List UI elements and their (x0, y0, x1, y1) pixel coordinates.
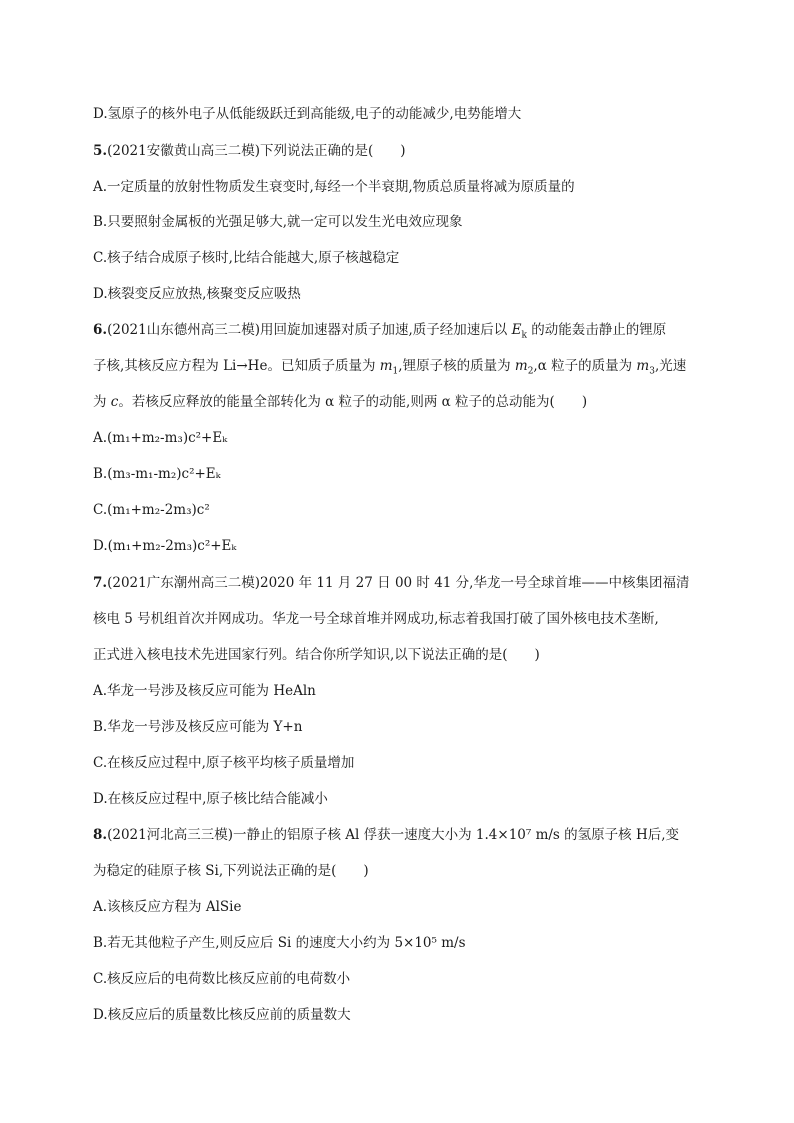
q8-stem-line2: 为稳定的硅原子核 Si,下列说法正确的是( ) (93, 863, 369, 879)
q6-stem-line1 (93, 320, 666, 346)
q6-stem-text: 子核,其核反应方程为 Li→He。已知质子质量为 (93, 358, 380, 374)
q6-option-a: A.(m₁+m₂-m₃)c²+Eₖ (93, 430, 228, 446)
ek-subscript: k (521, 330, 527, 341)
m1-symbol: m (379, 358, 393, 374)
q6-option-b: B.(m₃-m₁-m₂)c²+Eₖ (93, 466, 221, 482)
q7-option-c: C.在核反应过程中,原子核平均核子质量增加 (93, 755, 355, 771)
q8-option-c: C.核反应后的电荷数比核反应前的电荷数小 (93, 971, 351, 987)
m1-subscript: 1 (392, 366, 399, 377)
q6-number: 6. (93, 322, 108, 338)
q6-stem-text: 为 (93, 394, 111, 410)
q8-stem-text: (2021河北高三三模)一静止的铝原子核 Al 俘获一速度大小为 1.4×10⁷ m/s 的氢原子核 H后,变 (107, 827, 680, 843)
m3-subscript: 3 (649, 366, 655, 377)
m3-symbol: m (636, 358, 650, 374)
m2-subscript: 2 (527, 366, 534, 377)
q6-option-d: D.(m₁+m₂-2m₃)c²+Eₖ (93, 538, 237, 554)
q6-stem-line3 (93, 392, 587, 412)
ek-symbol: E (511, 322, 522, 338)
q5-option-b: B.只要照射金属板的光强足够大,就一定可以发生光电效应现象 (93, 214, 463, 230)
q5-number: 5. (93, 143, 108, 159)
q7-stem-line2: 核电 5 号机组首次并网成功。华龙一号全球首堆并网成功,标志着我国打破了国外核电技术垄断, (93, 611, 659, 627)
q7-stem-text: (2021广东潮州高三二模)2020 年 11 月 27 日 00 时 41 分,华龙一号全球首堆——中核集团福清 (107, 575, 690, 591)
q7-stem-line3: 正式进入核电技术先进国家行列。结合你所学知识,以下说法正确的是( ) (93, 647, 540, 663)
q6-stem-text: ,α 粒子的质量为 (533, 358, 637, 374)
q5-option-d: D.核裂变反应放热,核聚变反应吸热 (93, 286, 301, 302)
q6-stem-text: 。若核反应释放的能量全部转化为 α 粒子的动能,则两 α 粒子的总动能为( ) (118, 394, 588, 410)
q6-stem-text: (2021山东德州高三二模)用回旋加速器对质子加速,质子经加速后以 (107, 322, 512, 338)
q8-option-a: A.该核反应方程为 AlSie (93, 899, 242, 915)
m2-symbol: m (514, 358, 528, 374)
q6-stem-text: ,锂原子核的质量为 (398, 358, 515, 374)
q8-option-d: D.核反应后的质量数比核反应前的质量数大 (93, 1007, 351, 1023)
q8-number: 8. (93, 827, 108, 843)
q8-stem-line1 (93, 825, 679, 845)
q7-option-a: A.华龙一号涉及核反应可能为 HeAln (93, 683, 316, 699)
q5-option-c: C.核子结合成原子核时,比结合能越大,原子核越稳定 (93, 250, 400, 266)
c-symbol: c (110, 394, 119, 410)
q8-option-b: B.若无其他粒子产生,则反应后 Si 的速度大小约为 5×10⁵ m/s (93, 935, 466, 951)
q7-option-d: D.在核反应过程中,原子核比结合能减小 (93, 791, 328, 807)
q6-stem-text: ,光速 (654, 358, 687, 374)
q5-stem-text: (2021安徽黄山高三二模)下列说法正确的是( ) (107, 143, 406, 159)
q7-option-b: B.华龙一号涉及核反应可能为 Y+n (93, 719, 303, 735)
q5-stem (93, 141, 406, 161)
q6-option-c: C.(m₁+m₂-2m₃)c² (93, 502, 210, 518)
q7-number: 7. (93, 575, 108, 591)
q7-stem-line1 (93, 573, 689, 593)
q5-option-a: A.一定质量的放射性物质发生衰变时,每经一个半衰期,物质总质量将减为原质量的 (93, 179, 575, 195)
q6-stem-line2 (93, 356, 686, 382)
q6-stem-text: 的动能轰击静止的锂原 (526, 322, 667, 338)
q4-option-d: D.氢原子的核外电子从低能级跃迁到高能级,电子的动能减少,电势能增大 (93, 106, 522, 122)
